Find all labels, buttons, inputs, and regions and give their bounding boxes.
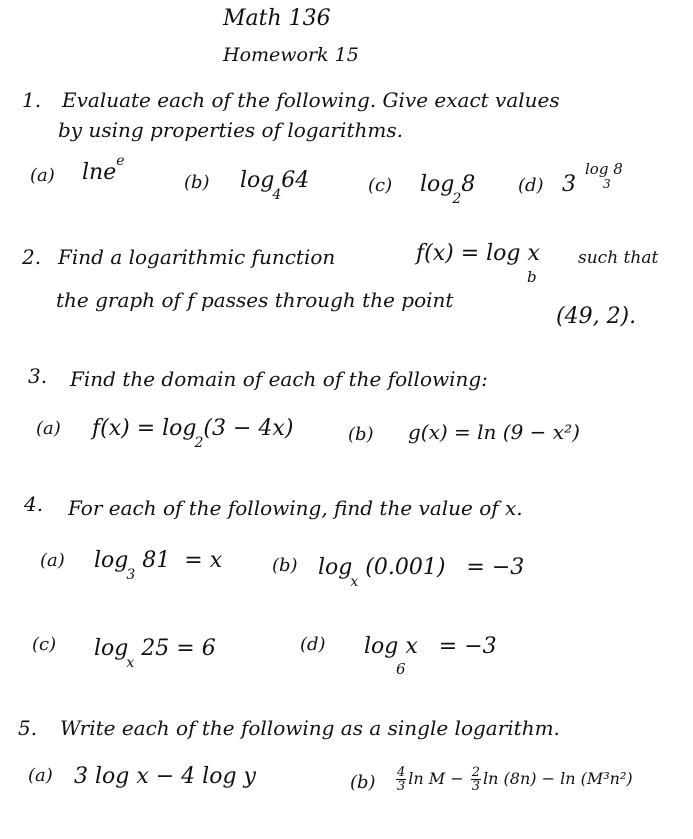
q1b-fn: log [240,168,275,193]
q4-text: For each of the following, find the value of x. [68,496,523,520]
q1c-arg: 8 [461,172,476,197]
q4d-expression [364,634,497,659]
q4a-rhs: = x [184,548,223,573]
q4b-label: (b) [272,555,298,576]
q3a-label: (a) [36,418,61,439]
q1c-expression [420,172,476,207]
course-title: Math 136 [223,6,331,31]
q1d-exp-arg: 8 [613,160,623,178]
q1a-exponent: e [116,153,125,169]
q1d-exp-fn: log [585,160,609,178]
q4d-base: 6 [396,660,406,678]
q4c-label: (c) [32,634,57,655]
q3a-base: 2 [194,435,204,451]
q1b-expression [240,168,310,203]
q2-base: b [527,268,537,286]
q4a-label: (a) [40,550,65,571]
q1d-label: (d) [518,175,544,196]
q3-number: 3. [28,364,48,388]
q5b-expression [394,766,633,793]
q1a-expression [82,153,125,185]
q2-text-line1: Find a logarithmic function [58,245,336,269]
q4b-rhs: = −3 [466,555,525,580]
q1d-exp-base: 3 [603,177,611,191]
q2-text-suffix: such that [578,248,659,268]
q4b-base: x [350,574,359,590]
q5b-frac2-num: 2 [471,765,481,780]
q4c-expression [94,636,216,671]
q5a-label: (a) [28,765,53,786]
q1-number: 1. [22,88,42,112]
q4a-base: 3 [126,567,136,583]
q4a-expression [94,548,223,583]
q4a-arg: 81 [142,548,171,573]
q3a-arg: (3 − 4x) [203,416,294,441]
q1b-label: (b) [184,172,210,193]
q1-instruction-line1: Evaluate each of the following. Give exact values [62,88,560,112]
q2-function [416,241,540,266]
q3b-expression [408,420,580,444]
q1a-base: e [103,160,117,185]
q5b-frac2-den: 3 [471,779,481,794]
q3b-arg: (9 − x²) [502,420,580,444]
q5b-fraction-1 [396,766,406,793]
q4d-arg: x [405,634,418,659]
q2-number: 2. [22,245,42,269]
q4a-fn: log [94,548,129,573]
q1c-fn: log [420,172,455,197]
q3b-expr-start: g(x) = ln [408,420,497,444]
q2-point: (49, 2). [556,304,637,329]
q5b-fraction-2 [471,766,481,793]
q1a-fn: ln [82,160,104,185]
q5b-part2: ln (8n) − ln (M³n²) [483,769,633,788]
assignment-title: Homework 15 [223,44,359,66]
q5b-part1: ln M − [408,769,464,788]
q4b-arg: (0.001) [365,555,446,580]
q5a-expression: 3 log x − 4 log y [74,764,256,789]
q1b-arg: 64 [281,168,310,193]
q5b-label: (b) [350,772,376,793]
q1c-base: 2 [452,191,462,207]
q1-instruction-line2: by using properties of logarithms. [58,118,403,142]
q4b-expression [318,555,525,590]
q4c-fn: log [94,636,129,661]
q2-text-line2: the graph of f passes through the point [56,288,454,312]
q4d-label: (d) [300,634,326,655]
q1c-label: (c) [368,175,393,196]
q2-arg: x [527,241,540,266]
q4d-rhs: = −3 [438,634,497,659]
q4c-base: x [126,655,135,671]
q4d-fn: log [364,634,399,659]
q3a-expression [92,416,294,451]
q1d-base: 3 [562,172,576,197]
q5b-frac1-num: 4 [397,765,406,780]
q5b-frac1-den: 3 [397,779,406,794]
q1a-label: (a) [30,165,55,186]
q3b-label: (b) [348,424,374,445]
q3a-expr-start: f(x) = log [92,416,197,441]
q1d-exponent [585,160,623,178]
q2-fx: f(x) = log [416,241,521,266]
q4c-arg: 25 [141,636,170,661]
q4-number: 4. [24,492,44,516]
q5-number: 5. [18,716,38,740]
q5-text: Write each of the following as a single logarithm. [60,716,560,740]
q1b-base: 4 [272,187,282,203]
q4b-fn: log [318,555,353,580]
q4c-rhs: = 6 [176,636,216,661]
q3-text: Find the domain of each of the following: [70,367,488,391]
